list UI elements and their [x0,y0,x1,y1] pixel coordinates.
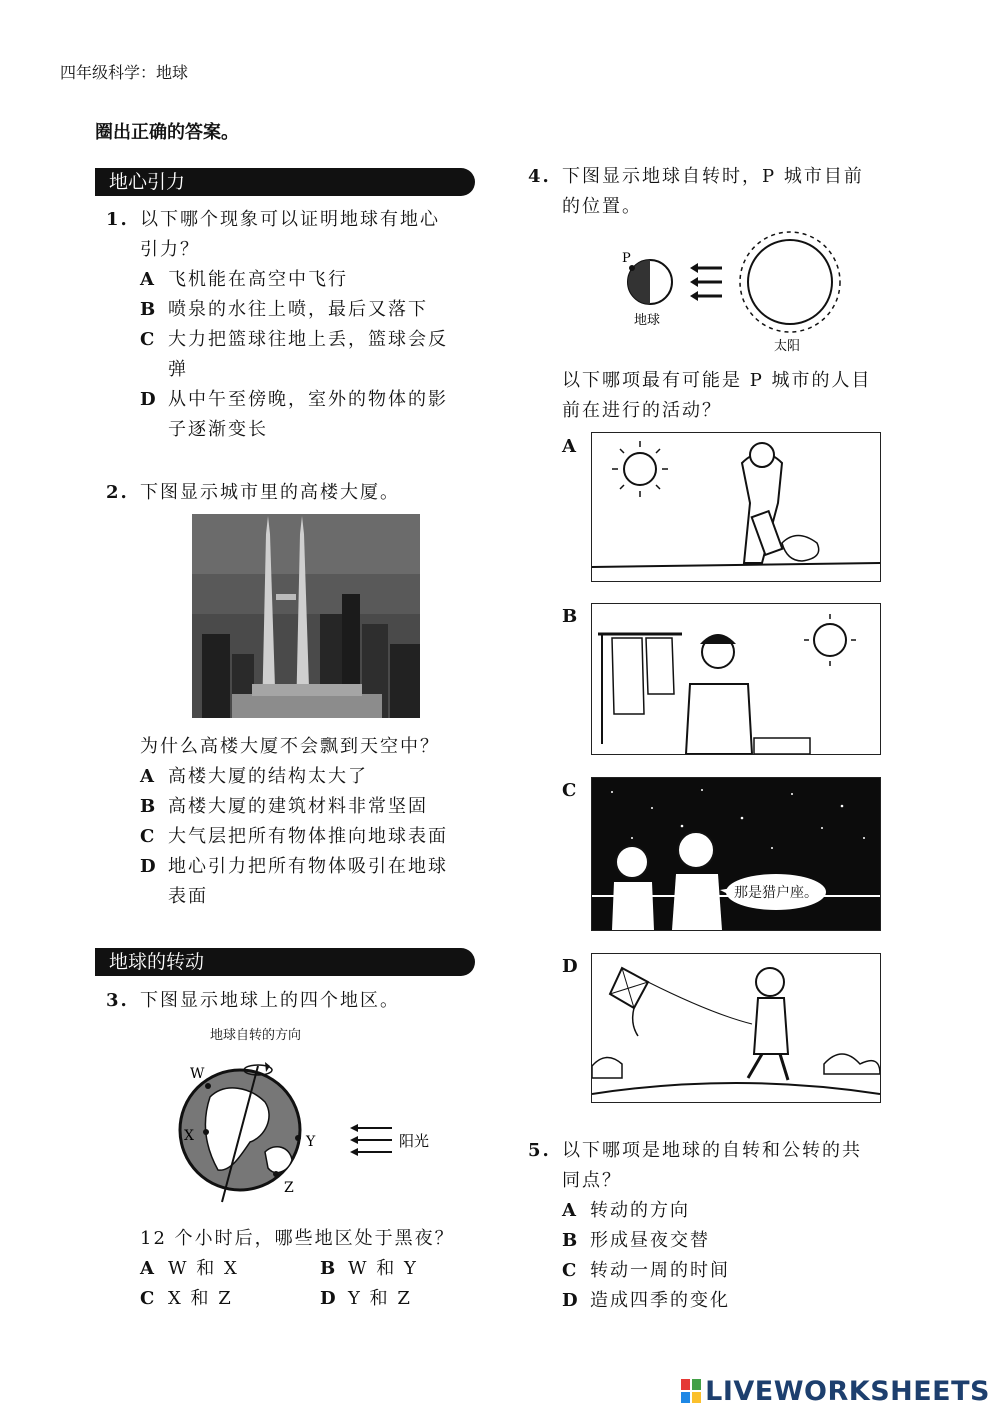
question-1 [106,205,486,445]
liveworksheets-logo-icon [681,1379,701,1403]
q4-option-c-letter: C [562,780,577,801]
twin-towers-illustration [192,514,420,718]
q1-option-b-text: 喷泉的水往上喷，最后又落下 [168,299,428,320]
city-skyline-photo [192,514,420,718]
q3-text: 下图显示地球上的四个地区。 [140,990,400,1011]
q5-option-d-text: 造成四季的变化 [590,1290,730,1311]
q3-option-a[interactable] [140,1254,239,1284]
q5-option-c[interactable] [562,1256,908,1286]
q1-text-line2: 引力？ [140,239,200,260]
q4-option-a-panel[interactable] [591,432,881,582]
q5-option-d[interactable] [562,1286,908,1316]
q2-option-a-text: 高楼大厦的结构太大了 [168,766,368,787]
q3-option-a-text: W 和 X [168,1258,239,1279]
q1-option-b-letter: B [140,299,158,320]
q5-option-b-text: 形成昼夜交替 [590,1230,710,1251]
q1-option-d[interactable] [140,385,486,415]
liveworksheets-logo-text: LIVEWORKSHEETS [705,1376,990,1407]
label-w: W [190,1066,205,1082]
q1-option-a-text: 飞机能在高空中飞行 [168,269,348,290]
q4-option-b-letter: B [562,606,578,627]
woman-hanging-clothes-illustration [592,604,880,754]
question-4-prompt [562,366,912,426]
q3-option-c-letter: C [140,1288,157,1309]
label-y: Y [306,1134,316,1150]
q2-option-d[interactable] [140,852,490,882]
question-4-stem [528,162,908,222]
q4-option-a-letter: A [562,436,576,457]
question-2-body [140,732,490,912]
q1-option-b[interactable] [140,295,486,325]
q1-number: 1. [106,209,129,230]
section-rotation-bar: 地球的转动 [95,948,475,976]
q3-option-d-text: Y 和 Z [348,1288,412,1309]
children-stargazing-illustration [592,778,880,930]
girl-flying-kite-illustration [592,954,880,1102]
q2-question: 为什么高楼大厦不会飘到天空中？ [140,736,440,757]
q5-number: 5. [528,1140,551,1161]
q5-option-a[interactable] [562,1196,908,1226]
question-3-body [140,1224,490,1314]
rotation-direction-label: 地球自转的方向 [210,1028,302,1043]
q5-option-d-letter: D [562,1290,580,1311]
q1-option-d-letter: D [140,389,158,410]
q3-option-c-text: X 和 Z [168,1288,233,1309]
q1-option-d-text-line2: 子逐渐变长 [168,419,268,440]
q3-option-b[interactable] [320,1254,418,1284]
q4-option-d-panel[interactable] [591,953,881,1103]
q3-option-a-letter: A [140,1258,156,1279]
q1-option-c-letter: C [140,329,157,350]
section-gravity-bar: 地心引力 [95,168,475,196]
earth-label: 地球 [634,313,661,328]
q2-option-d-letter: D [140,856,158,877]
q2-option-b[interactable] [140,792,490,822]
worksheet-header: 四年级科学：地球 [60,63,189,82]
q4-text-line1: 下图显示地球自转时，P 城市目前 [562,166,864,187]
q4-number: 4. [528,166,551,187]
q2-option-d-text-line2: 表面 [168,886,208,907]
sun-label: 太阳 [774,339,801,354]
q3-question: 12 个小时后，哪些地区处于黑夜？ [140,1228,455,1249]
q3-option-b-letter: B [320,1258,338,1279]
sunlight-arrows-q4 [690,263,722,301]
liveworksheets-logo[interactable] [681,1376,990,1407]
q2-option-c[interactable] [140,822,490,852]
q4-question-line1: 以下哪项最有可能是 P 城市的人目 [562,370,872,391]
q1-text-line1: 以下哪个现象可以证明地球有地心 [140,209,440,230]
q1-option-c[interactable] [140,325,486,355]
q5-text-line2: 同点？ [562,1170,622,1191]
q2-option-a[interactable] [140,762,490,792]
earth-sun-diagram [618,226,868,354]
sunlight-label: 阳光 [399,1132,430,1150]
q4-option-c-panel[interactable] [591,777,881,931]
q4-option-b-panel[interactable] [591,603,881,755]
p-label: P [622,251,631,266]
q1-option-d-text: 从中午至傍晚，室外的物体的影 [168,389,448,410]
q1-option-c-text: 大力把篮球往地上丢，篮球会反 [168,329,448,350]
q5-option-a-text: 转动的方向 [590,1200,690,1221]
q3-option-d-letter: D [320,1288,338,1309]
q3-option-d[interactable] [320,1284,412,1314]
q2-option-c-letter: C [140,826,157,847]
q2-number: 2. [106,482,129,503]
question-3-stem [106,986,400,1016]
q3-number: 3. [106,990,129,1011]
earth-regions-diagram [170,1042,460,1218]
question-5 [528,1136,908,1316]
q5-text-line1: 以下哪项是地球的自转和公转的共 [562,1140,862,1161]
q2-option-d-text: 地心引力把所有物体吸引在地球 [168,856,448,877]
q5-option-c-letter: C [562,1260,579,1281]
q2-option-b-letter: B [140,796,158,817]
q4-text-line2: 的位置。 [562,196,642,217]
q3-option-c[interactable] [140,1284,233,1314]
q1-option-c-text-line2: 弹 [168,359,188,380]
q2-option-a-letter: A [140,766,156,787]
q5-option-b-letter: B [562,1230,580,1251]
q2-option-c-text: 大气层把所有物体推向地球表面 [168,826,448,847]
q2-text: 下图显示城市里的高楼大厦。 [140,482,400,503]
q4-question-line2: 前在进行的活动？ [562,400,722,421]
q1-option-a[interactable] [140,265,486,295]
q3-option-b-text: W 和 Y [348,1258,418,1279]
speech-bubble-text: 那是猎户座。 [734,885,818,901]
q5-option-c-text: 转动一周的时间 [590,1260,730,1281]
q1-option-a-letter: A [140,269,156,290]
q5-option-a-letter: A [562,1200,578,1221]
worker-drilling-illustration [592,433,880,581]
q5-option-b[interactable] [562,1226,908,1256]
label-x: X [184,1128,194,1144]
label-z: Z [284,1180,294,1196]
question-2-stem [106,478,400,508]
q4-option-d-letter: D [562,956,578,977]
instruction: 圈出正确的答案。 [95,122,239,143]
sunlight-arrows [350,1124,392,1156]
q2-option-b-text: 高楼大厦的建筑材料非常坚固 [168,796,428,817]
